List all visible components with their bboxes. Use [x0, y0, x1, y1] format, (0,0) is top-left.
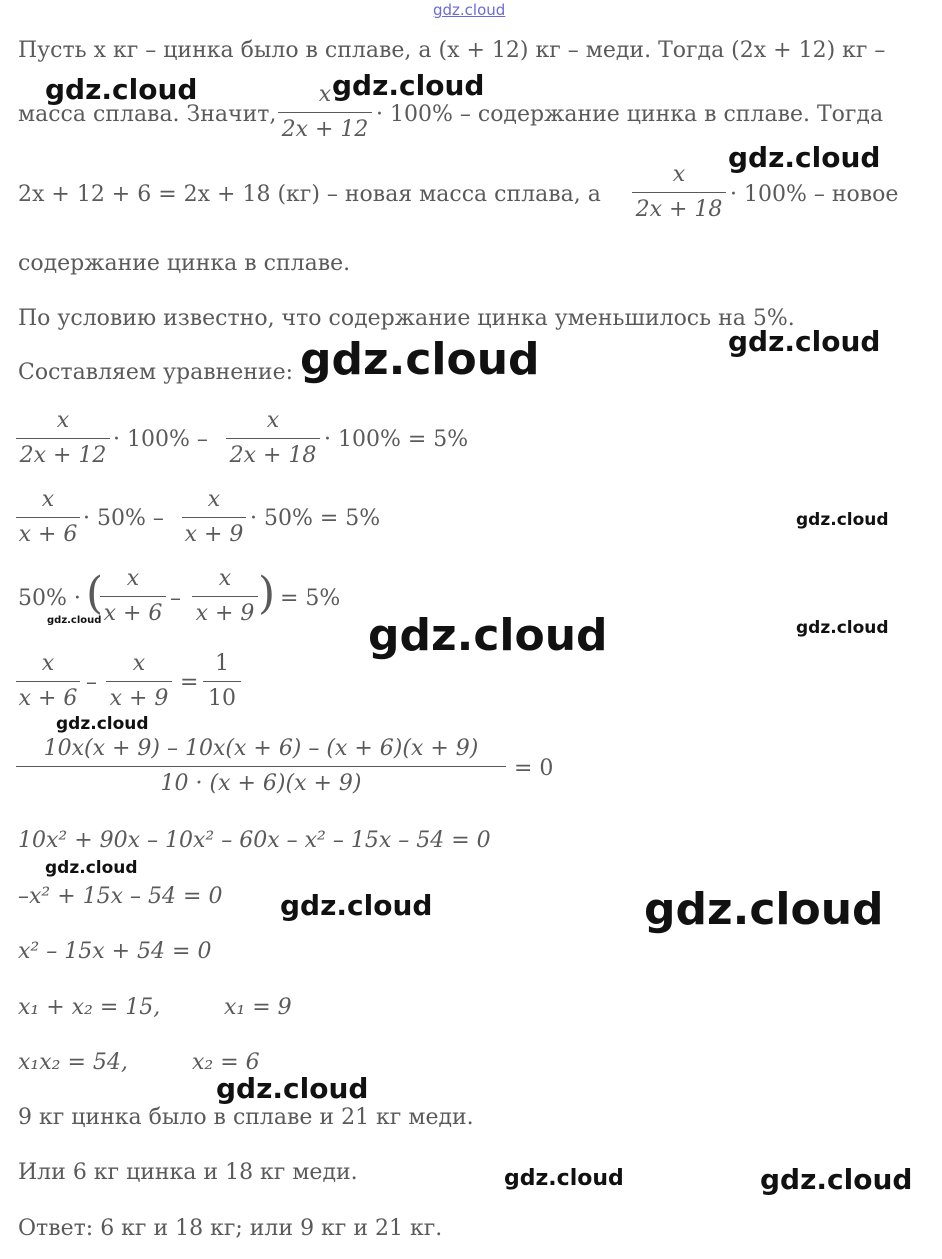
- watermark: gdz.cloud: [45, 858, 138, 878]
- eq8: x² – 15x + 54 = 0: [18, 939, 212, 964]
- fraction-denominator: x + 9: [184, 522, 244, 547]
- fraction-numerator: x: [218, 566, 232, 591]
- fraction-numerator: x: [207, 487, 221, 512]
- eq3-start: 50% ·: [18, 586, 81, 611]
- paragraph-5: По условию известно, что содержание цинка уменьшилось на 5%.: [18, 306, 795, 331]
- fraction-denominator: 2x + 18: [229, 443, 317, 468]
- header-watermark: gdz.cloud: [433, 1, 506, 19]
- fraction-numerator: x: [126, 566, 140, 591]
- paragraph-2-end: · 100% – содержание цинка в сплаве. Тогда: [376, 102, 884, 127]
- fraction-numerator: x: [41, 651, 55, 676]
- fraction-denominator: 2x + 12: [281, 117, 369, 142]
- watermark: gdz.cloud: [45, 73, 198, 106]
- paragraph-1: Пусть x кг – цинка было в сплаве, а (x + 12) кг – меди. Тогда (2x + 12) кг –: [18, 38, 886, 63]
- watermark: gdz.cloud: [280, 889, 433, 922]
- fraction-denominator: x + 9: [195, 601, 255, 626]
- eq3-fraction-a: [100, 568, 166, 625]
- watermark: gdz.cloud: [728, 325, 881, 358]
- watermark: gdz.cloud: [56, 714, 149, 734]
- eq4-fraction-rhs: [203, 653, 241, 710]
- watermark: gdz.cloud: [728, 141, 881, 174]
- fraction-denominator: x + 6: [18, 522, 78, 547]
- fraction-numerator: 10x(x + 9) – 10x(x + 6) – (x + 6)(x + 9): [43, 736, 479, 761]
- eq7: –x² + 15x – 54 = 0: [18, 884, 223, 909]
- answer: Ответ: 6 кг и 18 кг; или 9 кг и 21 кг.: [18, 1216, 443, 1241]
- eq3-end: = 5%: [280, 586, 341, 611]
- watermark: gdz.cloud: [644, 884, 884, 935]
- eq4-minus: –: [86, 670, 97, 695]
- fraction-numerator: x: [56, 408, 70, 433]
- paragraph-3-start: 2x + 12 + 6 = 2x + 18 (кг) – новая масса сплава, а: [18, 182, 601, 207]
- vieta-sum: x₁ + x₂ = 15,: [18, 995, 161, 1020]
- fraction-denominator: 10 · (x + 6)(x + 9): [160, 771, 362, 796]
- eq2-middle: · 50% –: [83, 506, 164, 531]
- eq4-fraction-b: [106, 653, 172, 710]
- vieta-product: x₁x₂ = 54,: [18, 1050, 128, 1075]
- eq5-big-fraction: [16, 738, 506, 795]
- fraction-numerator: x: [318, 82, 332, 107]
- eq4-equals: =: [180, 670, 199, 695]
- eq2-end: · 50% = 5%: [250, 506, 381, 531]
- right-paren: ): [258, 568, 276, 619]
- watermark: gdz.cloud: [332, 69, 485, 102]
- fraction-denominator: x + 6: [18, 686, 78, 711]
- fraction-new-share: [632, 164, 726, 221]
- fraction-denominator: 10: [208, 686, 236, 711]
- watermark: gdz.cloud: [216, 1072, 369, 1105]
- eq5-end: = 0: [514, 756, 554, 781]
- watermark: gdz.cloud: [368, 610, 608, 661]
- paragraph-3-end: · 100% – новое: [730, 182, 899, 207]
- watermark: gdz.cloud: [760, 1163, 913, 1196]
- watermark: gdz.cloud: [796, 618, 889, 638]
- fraction-denominator: 2x + 18: [635, 197, 723, 222]
- eq1-fraction-b: [226, 410, 320, 467]
- watermark: gdz.cloud: [504, 1166, 624, 1191]
- root-x2: x₂ = 6: [192, 1050, 260, 1075]
- eq6: 10x² + 90x – 10x² – 60x – x² – 15x – 54 = 0: [18, 828, 491, 853]
- fraction-numerator: 1: [215, 651, 229, 676]
- left-paren: (: [86, 568, 104, 619]
- watermark: gdz.cloud: [796, 510, 889, 530]
- eq3-fraction-b: [192, 568, 258, 625]
- watermark: gdz.cloud: [47, 615, 102, 626]
- fraction-numerator: x: [132, 651, 146, 676]
- eq2-fraction-a: [16, 489, 80, 546]
- paragraph-6: Составляем уравнение:: [18, 360, 294, 385]
- result-2: Или 6 кг цинка и 18 кг меди.: [18, 1160, 358, 1185]
- fraction-numerator: x: [41, 487, 55, 512]
- eq4-fraction-a: [16, 653, 80, 710]
- eq2-fraction-b: [182, 489, 246, 546]
- fraction-denominator: x + 6: [103, 601, 163, 626]
- fraction-denominator: x + 9: [109, 686, 169, 711]
- eq1-fraction-a: [16, 410, 110, 467]
- eq1-end: · 100% = 5%: [324, 427, 469, 452]
- eq1-middle: · 100% –: [113, 427, 208, 452]
- watermark: gdz.cloud: [300, 334, 540, 385]
- fraction-denominator: 2x + 12: [19, 443, 107, 468]
- root-x1: x₁ = 9: [224, 995, 292, 1020]
- result-1: 9 кг цинка было в сплаве и 21 кг меди.: [18, 1105, 474, 1130]
- paragraph-4: содержание цинка в сплаве.: [18, 251, 351, 276]
- eq3-minus: –: [170, 586, 181, 611]
- fraction-numerator: x: [672, 162, 686, 187]
- paragraph-2-start: масса сплава. Значит,: [18, 102, 277, 127]
- fraction-numerator: x: [266, 408, 280, 433]
